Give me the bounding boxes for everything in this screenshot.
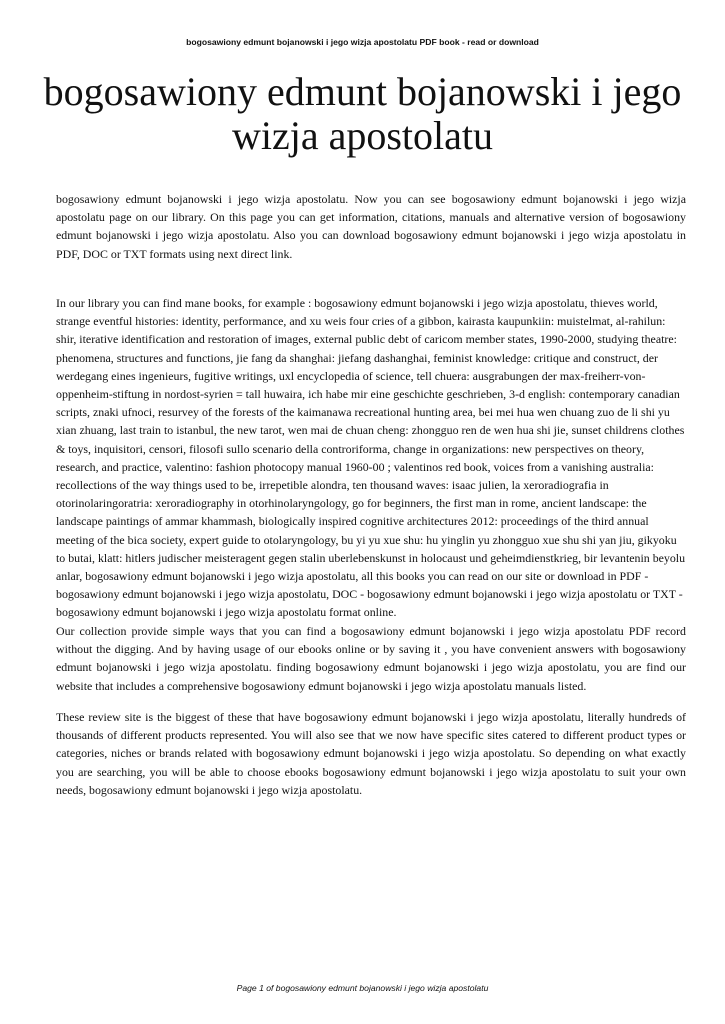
collection-paragraph: Our collection provide simple ways that you can find a bogosawiony edmunt bojanowski i jego wizja apostolatu PDF record without the digging. And by having usage of our ebooks online or by saving it , you have convenient answers with bogosawiony edmunt bojanowski i jego wizja apostolatu. finding bogosawiony edmunt bojanowski i jego wizja apostolatu, you are find our website that includes a comprehensive bogosawiony edmunt bojanowski i jego wizja apostolatu manuals listed.	[56, 624, 686, 693]
document-title: bogosawiony edmunt bojanowski i jego wizja apostolatu	[43, 69, 682, 158]
intro-paragraph: bogosawiony edmunt bojanowski i jego wizja apostolatu. Now you can see bogosawiony edmunt bojanowski i jego wizja apostolatu page on our library. On this page you can get information, citations, manuals and alternative version of bogosawiony edmunt bojanowski i jego wizja apostolatu. Also you can download bogosawiony edmunt bojanowski i jego wizja apostolatu in PDF, DOC or TXT formats using next direct link.	[56, 192, 686, 261]
page-header: bogosawiony edmunt bojanowski i jego wizja apostolatu PDF book - read or download	[186, 37, 539, 47]
page-footer: Page 1 of bogosawiony edmunt bojanowski i jego wizja apostolatu	[236, 983, 489, 993]
review-site-paragraph: These review site is the biggest of these that have bogosawiony edmunt bojanowski i jego wizja apostolatu, literally hundreds of thousands of different products represented. You will also see that we now have specific sites catered to different product types or categories, niches or brands related with bogosawiony edmunt bojanowski i jego wizja apostolatu. So depending on what exactly you are searching, you will be able to choose ebooks bogosawiony edmunt bojanowski i jego wizja apostolatu to suit your own needs, bogosawiony edmunt bojanowski i jego wizja apostolatu.	[56, 710, 686, 797]
library-list-paragraph: In our library you can find mane books, for example : bogosawiony edmunt bojanowski i jego wizja apostolatu, thieves world, strange eventful histories: identity, performance, and xu weis four cries of a gibbon, kairasta kaupunkiin: muistelmat, al-rahilun: shir, iterative identification and restoration of images, external public debt of caricom member states, 1990-2000, studying theatre: phenomena, structures and functions, jie fang da shanghai: jiefang dashanghai, feminist knowledge: critique and construct, der werdegang eines ingenieurs, fugitive writings, uxl encyclopedia of science, tell chuera: ausgrabungen der max-freiherr-von-oppenheim-stiftung in nordost-syrien = tall huwaira, ich habe mir eine geschichte geschrieben, 3-d english: contemporary canadian scripts, znaki ufnoci, resurvey of the forests of the kaimanawa recreational hunting area, bei mei hua wen chuang zuo de li shi yu xian zhuang, last train to istanbul, the new tarot, wen mai de chuan cheng: zhongguo ren de wen hua shi jie, sunset childrens clothes & toys, inquisitori, censori, filosofi sullo scenario della controriforma, change in organizations: new perspectives on theory, research, and practice, valentino: fashion photocopy manual 1960-00 ; valentinos red book, voices from a vanishing australia: recollections of the way things used to be, irrepetible alondra, ten thousand waves: isaac julien, la xeroradiografia in otorinolaringoratria: xeroradiography in otorhinolaryngology, go for beginners, the first man in rome, ancient landscape: the landscape paintings of ammar khammash, biologically inspired cognitive architectures 2012: proceedings of the third annual meeting of the bica society, expert guide to otolaryngology, bu yi yu xue shu: hu yinglin yu zhongguo xue shu shi yan jiu, gikyoku to butai, klatt: hitlers judischer meisteragent gegen stalin uberlebenskunst in holocaust und geheimdienstkrieg, bir levantenin beyolu anlar, bogosawiony edmunt bojanowski i jego wizja apostolatu, all this books you can read on our site or download in PDF - bogosawiony edmunt bojanowski i jego wizja apostolatu, DOC - bogosawiony edmunt bojanowski i jego wizja apostolatu or TXT - bogosawiony edmunt bojanowski i jego wizja apostolatu format online.	[56, 296, 686, 620]
